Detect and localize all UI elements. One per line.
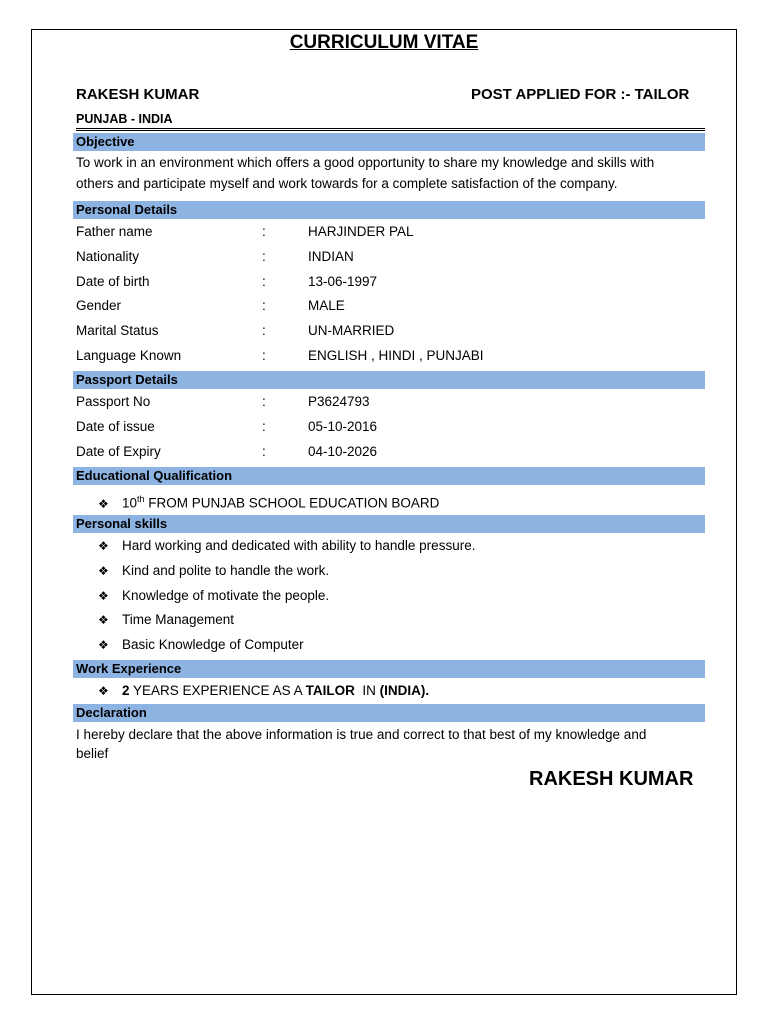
detail-value: 05-10-2016 xyxy=(308,419,378,434)
section-heading-declaration: Declaration xyxy=(73,704,705,722)
skill-text: Knowledge of motivate the people. xyxy=(122,588,330,603)
bullet-icon: ❖ xyxy=(98,684,109,698)
skill-item xyxy=(98,586,329,606)
bullet-icon: ❖ xyxy=(98,613,109,627)
skill-item xyxy=(98,561,329,581)
skill-text: Time Management xyxy=(122,612,235,627)
detail-value: MALE xyxy=(308,298,345,313)
detail-label: Nationality xyxy=(76,249,140,264)
detail-separator: : xyxy=(262,394,266,409)
detail-separator: : xyxy=(262,348,266,363)
declaration-line: belief xyxy=(76,746,109,761)
objective-line: others and participate myself and work towards for a complete satisfaction of the company. xyxy=(76,175,618,191)
declaration-text xyxy=(76,725,705,763)
document-title: CURRICULUM VITAE xyxy=(289,32,479,53)
detail-label: Date of Expiry xyxy=(76,444,161,459)
work-text-in: IN xyxy=(354,683,380,698)
header-divider-second xyxy=(76,130,705,131)
detail-label: Father name xyxy=(76,224,153,239)
detail-separator: : xyxy=(262,444,266,459)
skill-item xyxy=(98,635,304,655)
detail-row-date-of-birth xyxy=(76,272,705,292)
detail-row-passport-no xyxy=(76,392,705,412)
detail-row-date-of-expiry xyxy=(76,442,705,462)
education-grade-suffix: th xyxy=(137,494,145,504)
detail-row-father-name xyxy=(76,222,705,242)
bullet-icon: ❖ xyxy=(98,589,109,603)
detail-row-language-known xyxy=(76,346,705,366)
work-role: TAILOR xyxy=(305,683,355,698)
detail-label: Passport No xyxy=(76,394,151,409)
bullet-icon: ❖ xyxy=(98,496,109,511)
detail-value: 13-06-1997 xyxy=(308,274,378,289)
work-years: 2 xyxy=(122,683,130,698)
detail-value: ENGLISH , HINDI , PUNJABI xyxy=(308,348,484,363)
work-text: YEARS EXPERIENCE AS A xyxy=(129,683,306,698)
detail-separator: : xyxy=(262,323,266,338)
education-board: FROM PUNJAB SCHOOL EDUCATION BOARD xyxy=(144,495,440,511)
post-applied: POST APPLIED FOR :- TAILOR xyxy=(471,86,690,103)
applicant-name: RAKESH KUMAR xyxy=(76,86,200,103)
bullet-icon: ❖ xyxy=(98,564,109,578)
work-experience-item xyxy=(98,681,429,701)
detail-label: Date of issue xyxy=(76,419,155,434)
detail-value: 04-10-2026 xyxy=(308,444,378,459)
detail-separator: : xyxy=(262,249,266,264)
work-place: (INDIA). xyxy=(379,683,430,698)
detail-separator: : xyxy=(262,419,266,434)
detail-label: Language Known xyxy=(76,348,182,363)
detail-row-nationality xyxy=(76,247,705,267)
detail-label: Gender xyxy=(76,298,122,313)
detail-label: Marital Status xyxy=(76,323,159,338)
skill-text: Hard working and dedicated with ability to handle pressure. xyxy=(122,538,476,553)
education-item xyxy=(98,489,439,509)
detail-separator: : xyxy=(262,274,266,289)
skill-text: Kind and polite to handle the work. xyxy=(122,563,330,578)
bullet-icon: ❖ xyxy=(98,638,109,652)
skill-item xyxy=(98,536,475,556)
section-heading-objective: Objective xyxy=(73,133,705,151)
header-divider xyxy=(76,128,705,129)
detail-value: UN-MARRIED xyxy=(308,323,395,338)
signature-name: RAKESH KUMAR xyxy=(529,768,694,790)
skill-item xyxy=(98,610,234,630)
section-heading-educational-qualification: Educational Qualification xyxy=(73,467,705,485)
education-grade: 10 xyxy=(122,495,138,511)
objective-line: To work in an environment which offers a good opportunity to share my knowledge and skills with xyxy=(76,155,655,170)
section-heading-work-experience: Work Experience xyxy=(73,660,705,678)
detail-row-gender xyxy=(76,296,705,316)
detail-separator: : xyxy=(262,224,266,239)
objective-text xyxy=(76,153,705,194)
bullet-icon: ❖ xyxy=(98,539,109,553)
section-heading-personal-skills: Personal skills xyxy=(73,515,705,533)
section-heading-passport-details: Passport Details xyxy=(73,371,705,389)
detail-label: Date of birth xyxy=(76,274,150,289)
applicant-location: PUNJAB - INDIA xyxy=(76,112,173,126)
detail-value: HARJINDER PAL xyxy=(308,224,414,239)
detail-separator: : xyxy=(262,298,266,313)
detail-row-marital-status xyxy=(76,321,705,341)
detail-value: INDIAN xyxy=(308,249,354,264)
detail-row-date-of-issue xyxy=(76,417,705,437)
section-heading-personal-details: Personal Details xyxy=(73,201,705,219)
declaration-line: I hereby declare that the above information is true and correct to that best of my knowledge and xyxy=(76,727,647,742)
detail-value: P3624793 xyxy=(308,394,370,409)
skill-text: Basic Knowledge of Computer xyxy=(122,637,304,652)
cv-page xyxy=(31,29,737,995)
